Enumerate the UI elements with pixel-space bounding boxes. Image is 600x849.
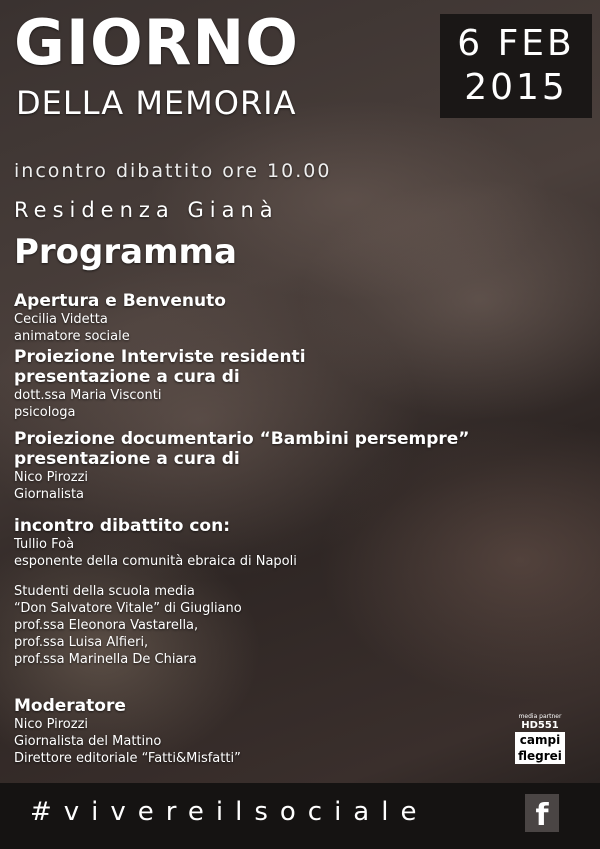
item-heading-2: presentazione a cura di <box>14 367 240 387</box>
subtitle: incontro dibattito ore 10.00 <box>14 160 332 182</box>
students-line: prof.ssa Marinella De Chiara <box>14 652 197 667</box>
date-day: 6 FEB <box>457 23 575 64</box>
item-line: Giornalista <box>14 487 85 502</box>
partner-logo-2: flegrei <box>518 749 562 763</box>
program-item-3 <box>14 429 469 503</box>
facebook-icon[interactable]: f <box>525 794 559 832</box>
item-heading: incontro dibattito con: <box>14 516 230 536</box>
students-block <box>14 583 242 668</box>
item-heading-2: presentazione a cura di <box>14 449 240 469</box>
students-line: “Don Salvatore Vitale” di Giugliano <box>14 601 242 616</box>
moderator-line: Direttore editoriale “Fatti&Misfatti” <box>14 751 241 766</box>
title-line-1: GIORNO <box>14 6 299 79</box>
item-line: Cecilia Videtta <box>14 312 108 327</box>
program-item-1 <box>14 291 226 345</box>
date-box <box>440 14 592 118</box>
program-heading: Programma <box>14 232 237 272</box>
students-line: prof.ssa Eleonora Vastarella, <box>14 618 199 633</box>
partner-hd: HD551 <box>521 720 559 731</box>
moderator-line: Giornalista del Mattino <box>14 734 162 749</box>
item-line: Nico Pirozzi <box>14 470 89 485</box>
partner-box <box>515 732 565 764</box>
item-line: psicologa <box>14 405 76 420</box>
moderator-line: Nico Pirozzi <box>14 717 89 732</box>
title-line-2: DELLA MEMORIA <box>16 84 297 122</box>
students-line: prof.ssa Luisa Alfieri, <box>14 635 149 650</box>
item-line: Tullio Foà <box>14 537 75 552</box>
partner-label: media partner <box>518 713 562 720</box>
program-item-4 <box>14 516 297 570</box>
venue: Residenza Gianà <box>14 198 279 222</box>
item-heading: Proiezione documentario “Bambini persempre” <box>14 429 470 449</box>
hashtag: #vivereilsociale <box>30 797 429 827</box>
item-line: dott.ssa Maria Visconti <box>14 388 162 403</box>
item-line: animatore sociale <box>14 329 130 344</box>
media-partner-logo <box>515 713 565 764</box>
item-heading: Apertura e Benvenuto <box>14 291 226 311</box>
students-line: Studenti della scuola media <box>14 584 195 599</box>
partner-logo-1: campi <box>519 733 561 747</box>
moderator-block <box>14 696 241 767</box>
item-heading: Proiezione Interviste residenti <box>14 347 306 367</box>
program-item-2 <box>14 347 306 421</box>
date-year: 2015 <box>464 67 568 108</box>
moderator-heading: Moderatore <box>14 696 126 716</box>
item-line: esponente della comunità ebraica di Napoli <box>14 554 297 569</box>
